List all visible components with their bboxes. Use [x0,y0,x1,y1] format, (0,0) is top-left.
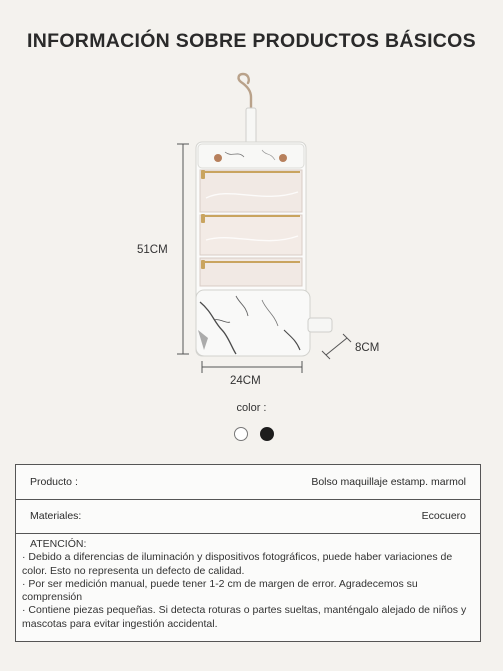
product-value: Bolso maquillaje estamp. marmol [311,476,466,488]
attention-heading: ATENCIÓN: [30,538,87,550]
product-label: Producto : [30,476,78,488]
note-color-variation: · Debido a diferencias de iluminación y dispositivos fotográficos, puede haber variaciones de color. Esto no representa un defecto de calidad. [22,551,453,577]
height-label: 51CM [137,244,168,256]
width-label: 24CM [230,375,261,387]
materials-label: Materiales: [30,510,82,522]
color-swatch-black[interactable] [260,427,274,441]
depth-dimension-line [322,334,351,359]
attention-notes [22,538,472,631]
snap-button-left [214,154,222,162]
page-title: INFORMACIÓN SOBRE PRODUCTOS BÁSICOS [27,30,476,52]
clear-pockets [200,170,302,286]
product-info-table [15,464,481,642]
note-measurement-error: · Por ser medición manual, puede tener 1-2 cm de margen de error. Agradecemos su comprensión [22,577,418,604]
hook-strap [246,108,256,144]
product-image [0,70,503,390]
table-row-product [16,465,480,500]
snap-button-right [279,154,287,162]
color-label: color : [236,402,267,414]
height-dimension-line [177,144,189,354]
materials-value: Ecocuero [421,510,466,522]
color-swatch-white[interactable] [234,427,248,441]
top-flap [198,144,304,168]
note-small-parts: · Contiene piezas pequeñas. Si detecta roturas o partes sueltas, manténgalo alejado de niños y mascotas para evitar ingestión accidental. [22,604,467,630]
depth-label: 8CM [355,342,380,354]
table-row-materials [16,499,480,534]
bottom-case [196,290,310,356]
side-handle [308,318,332,332]
width-dimension-line [202,361,302,373]
hanger-hook [239,74,251,112]
